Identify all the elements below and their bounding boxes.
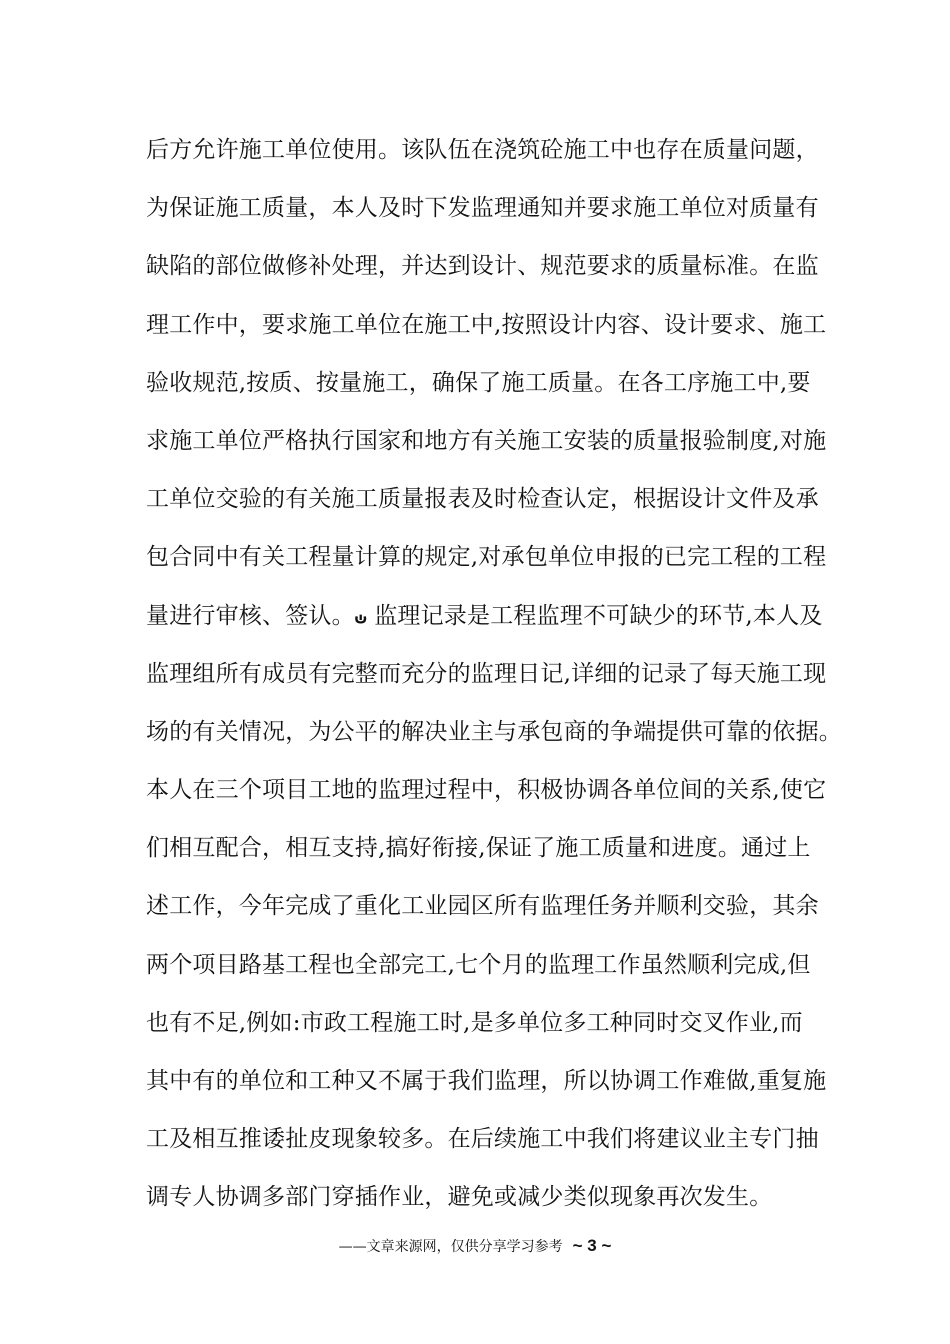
page-number: ~ 3 ~ — [572, 1236, 612, 1255]
text-line: 其中有的单位和工种又不属于我们监理，所以协调工作难做,重复施 — [146, 1068, 827, 1094]
text-line: 理工作中，要求施工单位在施工中,按照设计内容、设计要求、施工 — [146, 311, 827, 338]
text-line: 们相互配合，相互支持,搞好衔接,保证了施工质量和进度。通过上 — [146, 835, 811, 862]
text-line: 监理组所有成员有完整而充分的监理日记,详细的记录了每天施工现 — [146, 660, 827, 687]
text-segment: 监理记录是工程监理不可缺少的环节,本人及 — [374, 602, 823, 629]
text-line: 本人在三个项目工地的监理过程中，积极协调各单位间的关系,使它 — [146, 777, 827, 804]
text-line: 缺陷的部位做修补处理，并达到设计、规范要求的质量标准。在监 — [146, 253, 819, 280]
text-line: 工及相互推诿扯皮现象较多。在后续施工中我们将建议业主专门抽 — [146, 1126, 819, 1153]
body-text — [146, 128, 842, 1234]
text-line: 工单位交验的有关施工质量报表及时检查认定，根据设计文件及承 — [146, 486, 819, 513]
bullet-mark-icon: ഄ — [354, 603, 367, 628]
text-line-with-mark — [146, 594, 826, 652]
text-line: 求施工单位严格执行国家和地方有关施工安装的质量报验制度,对施 — [146, 427, 827, 454]
text-line: 也有不足,例如:市政工程施工时,是多单位多工种同时交叉作业,而 — [146, 1009, 803, 1036]
text-segment: 量进行审核、签认。 — [146, 602, 355, 629]
page-footer — [0, 1236, 950, 1256]
text-line: 后方允许施工单位使用。该队伍在浇筑砼施工中也存在质量问题， — [146, 137, 819, 163]
footer-source-text: ——文章来源网，仅供分享学习参考 — [338, 1239, 563, 1255]
text-line: 场的有关情况，为公平的解决业主与承包商的争端提供可靠的依据。 — [146, 718, 842, 745]
text-line: 述工作，今年完成了重化工业园区所有监理任务并顺利交验，其余 — [146, 893, 819, 920]
text-line: 验收规范,按质、按量施工，确保了施工质量。在各工序施工中,要 — [146, 369, 811, 396]
text-line: 包合同中有关工程量计算的规定,对承包单位申报的已完工程的工程 — [146, 544, 827, 571]
text-line: 两个项目路基工程也全部完工,七个月的监理工作虽然顺利完成,但 — [146, 951, 811, 978]
text-line: 为保证施工质量，本人及时下发监理通知并要求施工单位对质量有 — [146, 195, 819, 222]
text-line: 调专人协调多部门穿插作业，避免或减少类似现象再次发生。 — [146, 1184, 773, 1211]
